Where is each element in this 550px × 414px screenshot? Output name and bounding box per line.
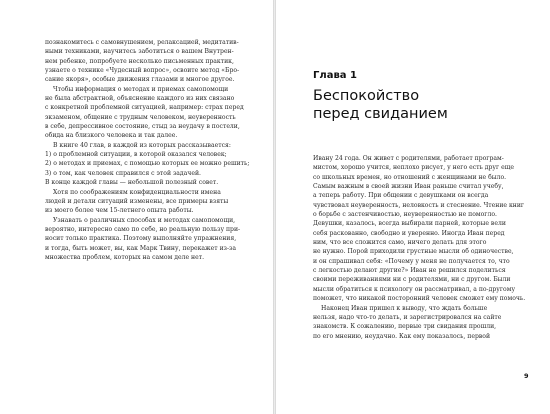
text-line: познакомитесь с самовнушением, релаксацией, медитатив-: [45, 39, 239, 46]
text-line: не нужно. Порой приходили грустные мысли об одиночестве,: [313, 248, 514, 256]
left-page-body: [45, 38, 255, 262]
chapter-title: [313, 87, 525, 123]
text-line: мысли обратиться к психологу он рассматривал, а по-другому: [313, 285, 516, 293]
right-page: [276, 0, 550, 414]
text-line: из моего более чем 15-летнего опыта работы.: [45, 207, 194, 215]
text-line: не была абстрактной, объяснение каждого из них связано: [45, 95, 235, 103]
left-page: [0, 0, 273, 414]
text-line: с легкостью делают другие?» Иван не решился поделиться: [313, 267, 506, 275]
text-line: носит только практика. Поэтому выполняйте упражнения,: [45, 235, 237, 243]
text-line: нем ребенке, попробуете несколько письменных практик,: [45, 57, 234, 65]
text-line: по его мнению, неудачно. Как ему показалось, первой: [313, 332, 491, 340]
text-line: вероятно, интересно само по себе, но реальную пользу при-: [45, 225, 241, 233]
text-line: себя раскованно, свободно и уверенно. Иногда Иван перед: [313, 229, 505, 237]
text-line: узнаете о технике «Чудесный вопрос», освоите метод «Бро-: [45, 67, 240, 75]
chapter-title-line: Беспокойство: [313, 88, 420, 104]
text-line: со школьных времен, но отношений с женщинами не было.: [313, 173, 507, 181]
text-line: множества проблем, которых на самом деле нет.: [45, 253, 205, 261]
text-line: поможет, что никакой посторонний человек сможет ему помочь.: [313, 295, 526, 303]
text-line: Девушки, казалось, всегда выбирали парней, которые вели: [313, 220, 506, 228]
text-line: своими переживаниями ни с родителями, ни с другом. Были: [313, 276, 511, 284]
text-line: Чтобы информация о методах и приемах самопомощи: [53, 85, 229, 93]
text-line: чувствовал неуверенность, неловкость и стеснение. Чтение книг: [313, 201, 525, 209]
chapter-title-line: перед свиданием: [313, 106, 448, 122]
text-line: 1) о проблемной ситуации, в которой оказался человек;: [45, 151, 227, 159]
text-line: ными техниками, научитесь заботиться о вашем Внутрен-: [45, 48, 234, 56]
page-number: 9: [524, 372, 529, 380]
text-line: знакомств. К сожалению, первые три свидания прошли,: [313, 323, 497, 331]
text-line: нельзя, надо что-то делать, и зарегистрировался на сайте: [313, 313, 502, 321]
text-line: ним, что все сложится само, ничего делать для этого: [313, 239, 487, 247]
text-line: Наконец Иван пришел к выводу, что ждать больше: [321, 304, 488, 312]
text-line: сание якоря», особые движения глазами и многое другое.: [45, 76, 235, 84]
text-line: Хотя по соображениям конфиденциальности имена: [53, 188, 221, 196]
text-line: экзаменом, общение с трудным человеком, неуверенность: [45, 113, 236, 121]
text-line: мистом, хорошо учится, неплохо рисует, у него есть друг еще: [313, 164, 514, 172]
text-line: 3) о том, как человек справился с этой задачей.: [45, 169, 201, 177]
text-line: Самым важным в своей жизни Иван раньше считал учебу,: [313, 183, 504, 191]
text-line: а теперь работу. При общении с девушками он всегда: [313, 192, 489, 200]
right-page-body: [313, 154, 525, 341]
text-line: с конкретной проблемной ситуацией, например: страх перед: [45, 104, 244, 112]
text-line: и он спрашивал себя: «Почему у меня не получается то, что: [313, 257, 510, 265]
text-line: о борьбе с застенчивостью, неуверенностью не помогло.: [313, 211, 497, 219]
text-line: Узнавать о различных способах и методах самопомощи,: [53, 216, 236, 224]
text-line: и тогда, быть может, вы, как Марк Твину, перекажет из-за: [45, 244, 236, 252]
text-line: людей и детали ситуаций изменены, все примеры взяты: [45, 197, 229, 205]
text-line: обида на близкого человека и так далее.: [45, 132, 178, 140]
text-line: В книге 40 глав, в каждой из которых рассказывается:: [53, 141, 231, 149]
chapter-label: Глава 1: [313, 70, 357, 81]
text-line: В конце каждой главы — небольшой полезный совет.: [45, 179, 219, 187]
text-line: 2) о методах и приемах, с помощью которых ее можно решить;: [45, 160, 250, 168]
text-line: в себе, депрессивное состояние, стыд за неудачу в постели,: [45, 123, 240, 131]
text-line: Ивану 24 года. Он живет с родителями, работает програм-: [313, 155, 504, 162]
